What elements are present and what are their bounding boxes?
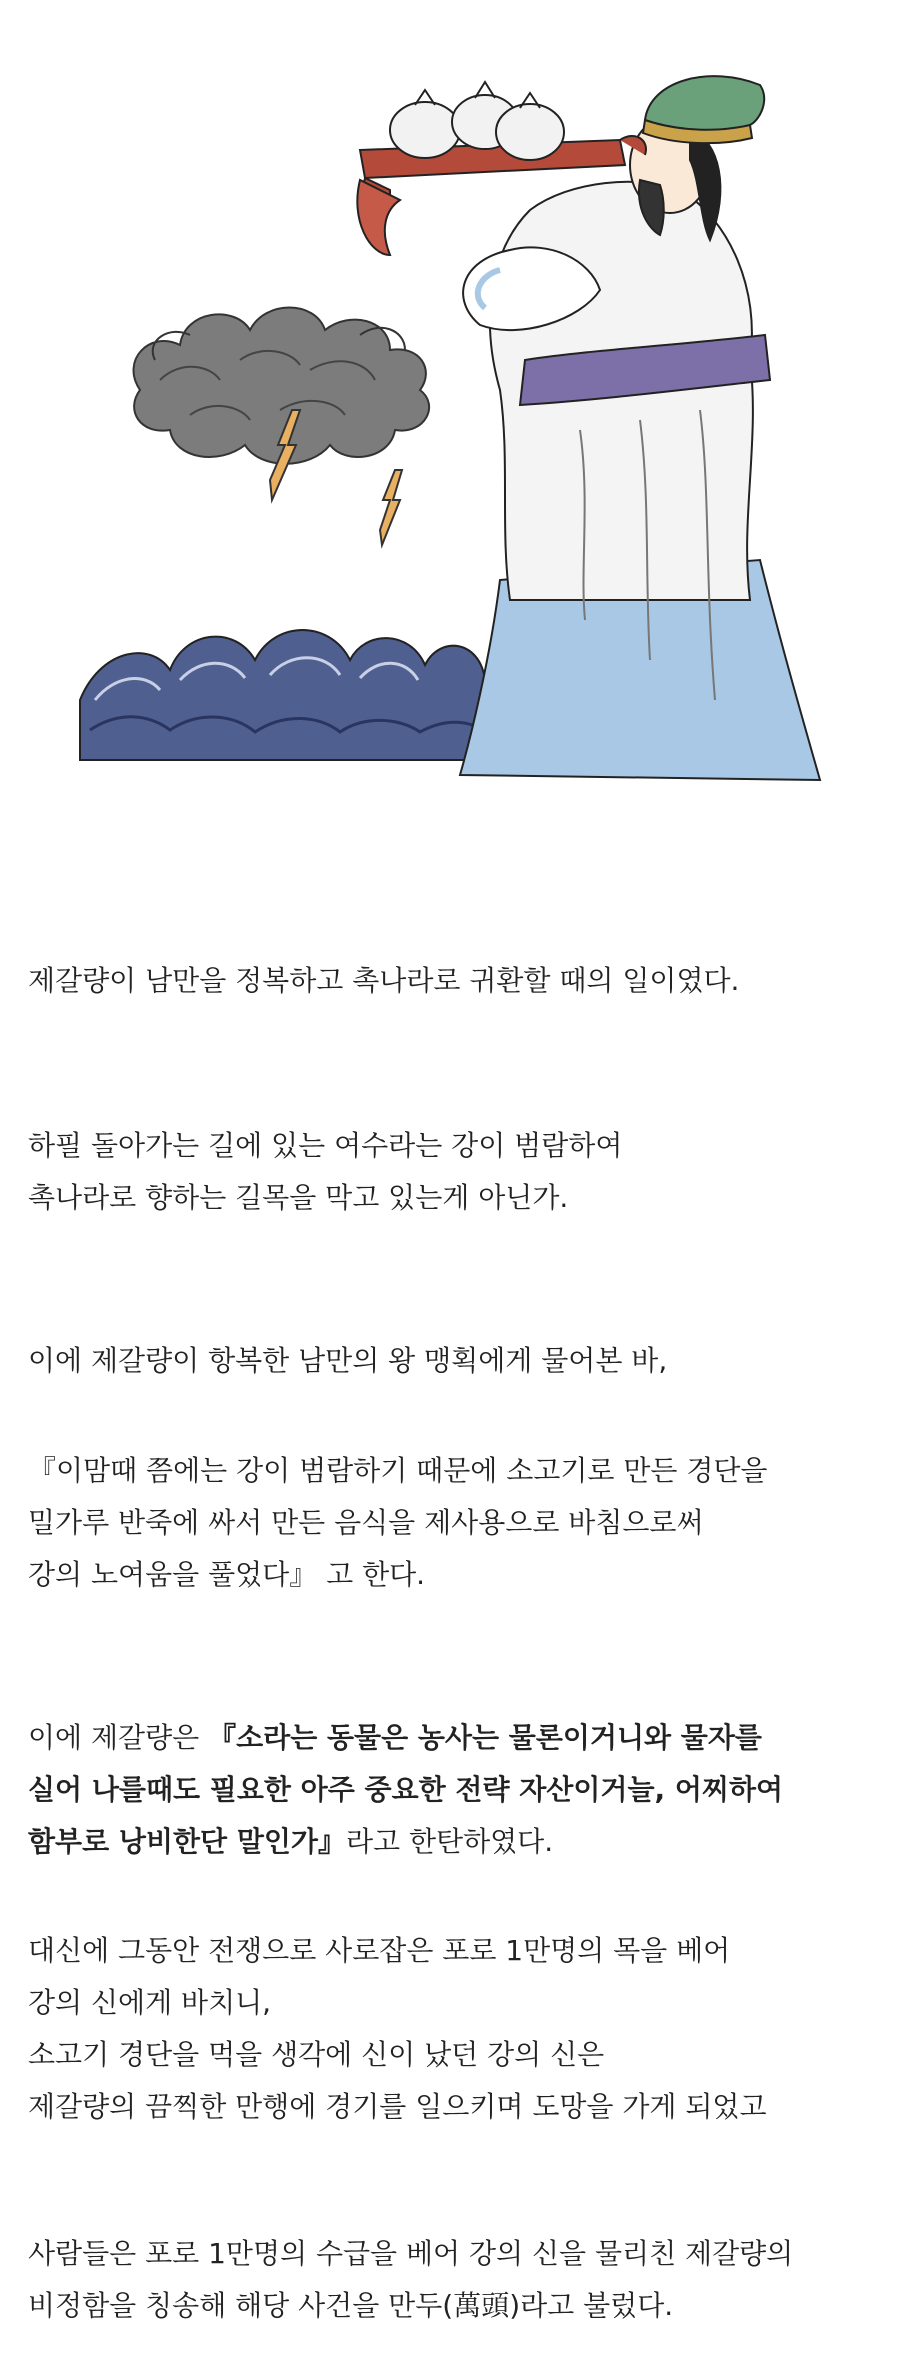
figure-icon [460, 76, 820, 780]
paragraph-custom-quote [28, 1445, 878, 1601]
wave-icon [80, 630, 485, 760]
text-line: 촉나라로 향하는 길목을 막고 있는게 아닌가. [28, 1181, 569, 1214]
text-line: 소고기 경단을 먹을 생각에 신이 났던 강의 신은 [28, 2038, 605, 2071]
text-line: 비정함을 칭송해 해당 사건을 만두(萬頭)라고 불렀다. [28, 2289, 674, 2322]
paragraph-ask-menghuo [28, 1335, 878, 1387]
text-line [28, 1816, 878, 1868]
plain-text: 라고 한탄하였다. [345, 1825, 554, 1858]
text-line: 대신에 그동안 전쟁으로 사로잡은 포로 1만명의 목을 베어 [28, 1934, 731, 1967]
text-line: 사람들은 포로 1만명의 수급을 베어 강의 신을 물리친 제갈량의 [28, 2237, 794, 2270]
text-line: 이에 제갈량이 항복한 남만의 왕 맹획에게 물어본 바, [28, 1344, 668, 1377]
text-line: 강의 신에게 바치니, [28, 1986, 272, 2019]
text-line: 제갈량의 끔찍한 만행에 경기를 일으키며 도망을 가게 되었고 [28, 2090, 767, 2123]
text-line: 제갈량이 남만을 정복하고 촉나라로 귀환할 때의 일이였다. [28, 964, 740, 997]
plain-text: 이에 제갈량은 [28, 1721, 209, 1754]
bold-quote-text: 실어 나를때도 필요한 아주 중요한 전략 자산이거늘, 어찌하여 [28, 1773, 784, 1806]
zhuge-liang-offering-illustration [60, 60, 880, 820]
paragraph-intro [28, 955, 878, 1007]
text-line: 『이맘때 쯤에는 강이 범람하기 때문에 소고기로 만든 경단을 [28, 1454, 768, 1487]
paragraph-lament [28, 1712, 878, 1868]
text-line: 밀가루 반죽에 싸서 만든 음식을 제사용으로 바침으로써 [28, 1506, 704, 1539]
bold-quote-text: 함부로 낭비한단 말인가』 [28, 1825, 346, 1858]
bold-quote-text: 『소라는 동물은 농사는 물론이거니와 물자를 [208, 1721, 762, 1754]
text-line [28, 1712, 878, 1764]
text-line: 하필 돌아가는 길에 있는 여수라는 강이 범람하여 [28, 1129, 623, 1162]
paragraph-river-flood [28, 1120, 878, 1224]
paragraph-conclusion [28, 2228, 878, 2332]
paragraph-sacrifice [28, 1925, 878, 2133]
text-line: 강의 노여움을 풀었다』 고 한다. [28, 1558, 426, 1591]
